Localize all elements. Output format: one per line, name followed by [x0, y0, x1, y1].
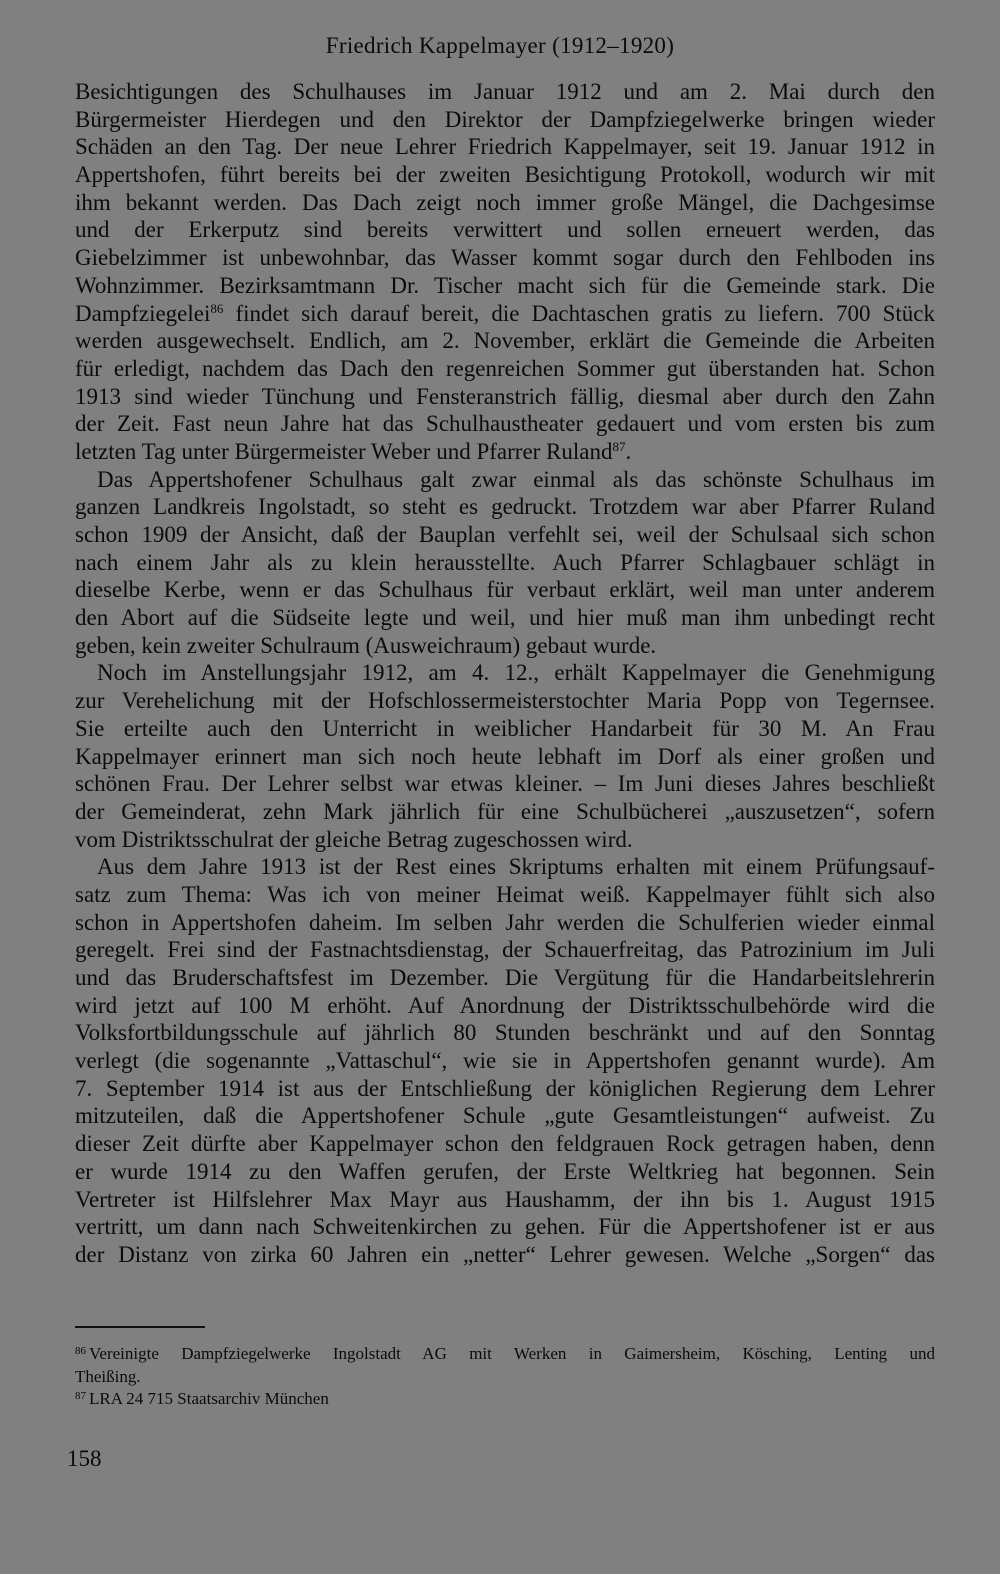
- footnote-mark: 87: [75, 1390, 86, 1402]
- text-line: dieser Zeit dürfte aber Kappelmayer schon den feldgrauen Rock getragen haben, denn: [75, 1131, 935, 1157]
- text-line: satz zum Thema: Was ich von meiner Heimat weiß. Kappelmayer fühlt sich also: [75, 881, 935, 907]
- footnote-text: Vereinigte Dampfziegelwerke Ingolstadt AG mit Werken in Gaimersheim, Kösching, Lenting und: [89, 1344, 935, 1363]
- text-line: Bürgermeister Hierdegen und den Direktor der Dampfziegelwerke bringen wieder: [75, 106, 935, 132]
- text-line: er wurde 1914 zu den Waffen gerufen, der Erste Weltkrieg hat begonnen. Sein: [75, 1158, 935, 1184]
- text-line: mitzuteilen, daß die Appertshofener Schule „gute Gesamtleistungen“ aufweist. Zu: [75, 1103, 935, 1129]
- text-line: und das Bruderschaftsfest im Dezember. Die Vergütung für die Handarbeitslehrerin: [75, 965, 935, 990]
- text-line: Aus dem Jahre 1913 ist der Rest eines Skriptums erhalten mit einem Prüfungsauf-: [97, 854, 935, 880]
- footnote-ref-86: 86: [210, 300, 224, 316]
- footnote-ref-87: 87: [612, 438, 626, 454]
- text-line: zur Verehelichung mit der Hofschlossermeisterstochter Maria Popp von Tegernsee.: [75, 688, 935, 714]
- footnote-87: [75, 1388, 935, 1411]
- text-line: Besichtigungen des Schulhauses im Januar 1912 und am 2. Mai durch den: [75, 79, 935, 104]
- text-line: Vertreter ist Hilfslehrer Max Mayr aus Haushamm, der ihn bis 1. August 1915: [75, 1186, 935, 1212]
- footnote-divider: [75, 1326, 205, 1328]
- footnotes: [75, 1343, 935, 1411]
- text-line: nach einem Jahr als zu klein herausstellte. Auch Pfarrer Schlagbauer schlägt in: [75, 549, 935, 575]
- text-line: [75, 1269, 935, 1297]
- text-fragment: .: [625, 438, 632, 464]
- text-line: Wohnzimmer. Bezirksamtmann Dr. Tischer macht sich für die Gemeinde stark. Die: [75, 272, 935, 298]
- text-fragment: letzten Tag unter Bürgermeister Weber und Pfarrer Ruland: [75, 438, 613, 464]
- text-line: Noch im Anstellungsjahr 1912, am 4. 12., erhält Kappelmayer die Genehmigung: [97, 660, 935, 686]
- text-line: verlegt (die sogenannte „Vattaschul“, wie sie in Appertshofen genannt wurde). Am: [75, 1048, 935, 1074]
- page-title: Friedrich Kappelmayer (1912–1920): [325, 33, 675, 58]
- text-line: für erledigt, nachdem das Dach den regenreichen Sommer gut überstanden hat. Schon: [75, 355, 935, 381]
- text-line: schon in Appertshofen daheim. Im selben Jahr werden die Schulferien wieder einmal: [75, 909, 935, 935]
- text-line: Giebelzimmer ist unbewohnbar, das Wasser kommt sogar durch den Fehlboden ins: [75, 245, 935, 271]
- text-line: vom Distriktsschulrat der gleiche Betrag zugeschossen wird.: [75, 826, 633, 852]
- text-line: ganzen Landkreis Ingolstadt, so steht es gedruckt. Trotzdem war aber Pfarrer Ruland: [75, 494, 935, 520]
- body-text: [75, 78, 935, 1296]
- footnote-mark: 86: [75, 1345, 86, 1357]
- text-line: vertritt, um dann nach Schweitenkirchen zu gehen. Für die Appertshofener ist er aus: [75, 1214, 935, 1240]
- text-line: der Zeit. Fast neun Jahre hat das Schulhaustheater gedauert und vom ersten bis zum: [75, 411, 935, 437]
- text-line: dieselbe Kerbe, wenn er das Schulhaus für verbaut erklärt, weil man unter anderem: [75, 577, 935, 603]
- text-line: den Abort auf die Südseite legte und weil, und hier muß man ihm unbedingt recht: [75, 605, 935, 631]
- text-line: Sie erteilte auch den Unterricht in weiblicher Handarbeit für 30 M. An Frau: [75, 715, 935, 741]
- text-line: [75, 300, 935, 328]
- text-line: 7. September 1914 ist aus der Entschließung der königlichen Regierung dem Lehrer: [75, 1075, 935, 1101]
- text-line: der Gemeinderat, zehn Mark jährlich für eine Schulbücherei „auszusetzen“, sofern: [75, 798, 935, 824]
- text-line: schönen Frau. Der Lehrer selbst war etwas kleiner. – Im Juni dieses Jahres beschließt: [75, 771, 935, 797]
- text-line: Appertshofen, führt bereits bei der zweiten Besichtigung Protokoll, wodurch wir mit: [75, 162, 935, 188]
- footnote-86: [75, 1343, 935, 1366]
- text-line: 1913 sind wieder Tünchung und Fensteranstrich fällig, diesmal aber durch den Zahn: [75, 383, 935, 409]
- footnote-text: LRA 24 715 Staatsarchiv München: [89, 1389, 329, 1408]
- footnote-86-cont: Theißing.: [75, 1366, 141, 1386]
- text-line: Kappelmayer erinnert man sich noch heute lebhaft im Dorf als einer großen und: [75, 743, 935, 769]
- text-line: wird jetzt auf 100 M erhöht. Auf Anordnung der Distriktsschulbehörde wird die: [75, 992, 935, 1018]
- text-line: Das Appertshofener Schulhaus galt zwar einmal als das schönste Schulhaus im: [97, 466, 935, 492]
- text-line: Volksfortbildungsschule auf jährlich 80 Stunden beschränkt und auf den Sonntag: [75, 1020, 935, 1046]
- text-line: und der Erkerputz sind bereits verwittert und sollen erneuert werden, das: [75, 217, 935, 243]
- text-line: geben, kein zweiter Schulraum (Ausweichraum) gebaut wurde.: [75, 632, 657, 658]
- text-line: schon 1909 der Ansicht, daß der Bauplan verfehlt sei, weil der Schulsaal sich schon: [75, 522, 935, 547]
- text-line: geregelt. Frei sind der Fastnachtsdienstag, der Schauerfreitag, das Patrozinium im Juli: [75, 937, 935, 963]
- text-line: ihm bekannt werden. Das Dach zeigt noch immer große Mängel, die Dachgesimse: [75, 189, 935, 215]
- text-fragment: Dampfziegelei: [75, 300, 211, 326]
- text-fragment: findet sich darauf bereit, die Dachtaschen gratis zu liefern. 700 Stück: [223, 300, 935, 326]
- text-line: [75, 438, 935, 466]
- text-line: werden ausgewechselt. Endlich, am 2. November, erklärt die Gemeinde die Arbeiten: [75, 328, 935, 354]
- page-number: 158: [67, 1446, 102, 1471]
- text-line: der Distanz von zirka 60 Jahren ein „netter“ Lehrer gewesen. Welche „Sorgen“ das: [75, 1241, 935, 1267]
- text-line: Schäden an den Tag. Der neue Lehrer Friedrich Kappelmayer, seit 19. Januar 1912 in: [75, 134, 935, 160]
